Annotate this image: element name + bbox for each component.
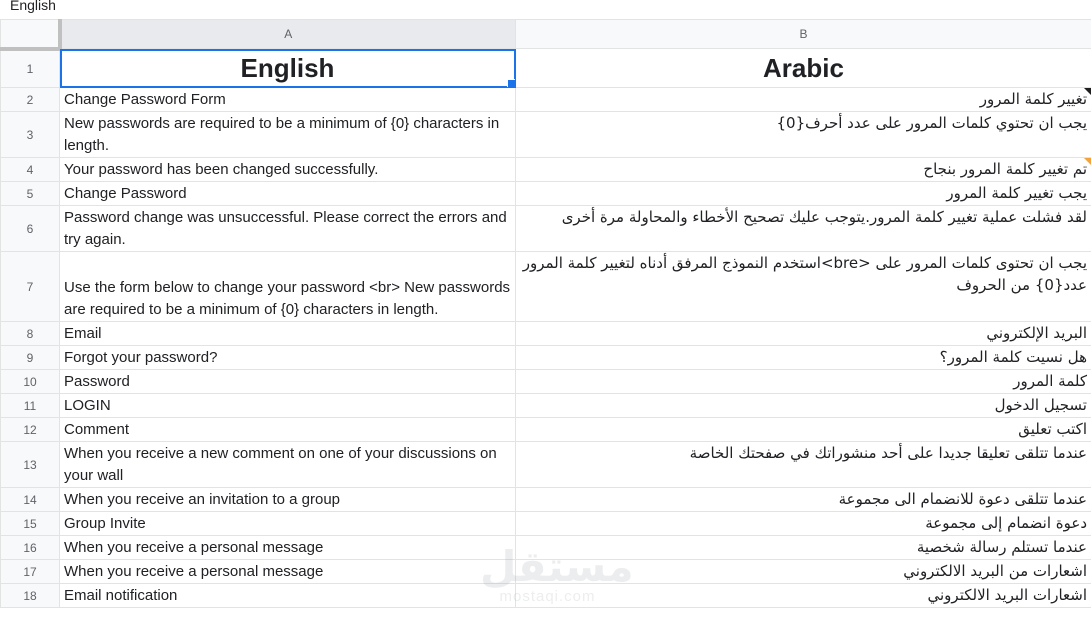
watermark-site: mostaqi.com	[499, 588, 596, 605]
table-row	[1, 394, 1091, 418]
table-row	[1, 182, 1091, 206]
cell-arabic[interactable]: عندما تتلقى دعوة للانضمام الى مجموعة	[516, 488, 1091, 512]
cell-text: English	[240, 53, 335, 83]
select-all-corner[interactable]	[1, 20, 60, 49]
cell-english[interactable]: Group Invite	[60, 512, 516, 536]
cell-english[interactable]: Password	[60, 370, 516, 394]
table-row	[1, 322, 1091, 346]
cell-english[interactable]: Your password has been changed successfully.	[60, 158, 516, 182]
cell-arabic[interactable]: دعوة انضمام إلى مجموعة	[516, 512, 1091, 536]
row-header[interactable]: 10	[1, 370, 60, 394]
row-header[interactable]: 9	[1, 346, 60, 370]
row-header[interactable]: 15	[1, 512, 60, 536]
table-row	[1, 206, 1091, 252]
table-row	[1, 442, 1091, 488]
table-row	[1, 512, 1091, 536]
row-header[interactable]: 7	[1, 252, 60, 322]
cell-english[interactable]: Change Password	[60, 182, 516, 206]
cell-english[interactable]: Email	[60, 322, 516, 346]
table-row	[1, 536, 1091, 560]
cell-english[interactable]: Password change was unsuccessful. Please correct the errors and try again.	[60, 206, 516, 252]
row-header[interactable]: 2	[1, 88, 60, 112]
cell-english[interactable]: Comment	[60, 418, 516, 442]
formula-bar[interactable]	[0, 0, 1091, 19]
cell-arabic[interactable]: عندما تستلم رسالة شخصية	[516, 536, 1091, 560]
cell-english[interactable]: Change Password Form	[60, 88, 516, 112]
cell-english[interactable]: Email notification	[60, 584, 516, 608]
cell-arabic[interactable]: عندما تتلقى تعليقا جديدا على أحد منشوراتك في صفحتك الخاصة	[516, 442, 1091, 488]
cell-arabic[interactable]: يجب تغيير كلمة المرور	[516, 182, 1091, 206]
table-row	[1, 584, 1091, 608]
cell-a1-english-header[interactable]	[60, 49, 516, 88]
cell-arabic[interactable]: اكتب تعليق	[516, 418, 1091, 442]
cell-arabic[interactable]: كلمة المرور	[516, 370, 1091, 394]
table-row	[1, 252, 1091, 322]
row-header[interactable]: 4	[1, 158, 60, 182]
column-header-a[interactable]: A	[60, 20, 516, 49]
table-row	[1, 488, 1091, 512]
cell-arabic[interactable]: اشعارات البريد الالكتروني	[516, 584, 1091, 608]
table-row	[1, 158, 1091, 182]
column-header-b[interactable]: B	[516, 20, 1091, 49]
cell-arabic[interactable]: يجب ان تحتوي كلمات المرور على عدد أحرف{0}	[516, 112, 1091, 158]
row-header[interactable]: 14	[1, 488, 60, 512]
row-header[interactable]: 16	[1, 536, 60, 560]
table-row	[1, 88, 1091, 112]
cell-arabic[interactable]: تم تغيير كلمة المرور بنجاح	[516, 158, 1091, 182]
cell-english[interactable]: When you receive an invitation to a group	[60, 488, 516, 512]
row-header[interactable]: 17	[1, 560, 60, 584]
row-header[interactable]: 12	[1, 418, 60, 442]
formula-bar-value: English	[10, 0, 56, 13]
cell-arabic[interactable]: يجب ان تحتوى كلمات المرور على <bre>استخدم النموذج المرفق أدناه لتغيير كلمة المرور عدد{0} من الحروف	[516, 252, 1091, 322]
row-header[interactable]: 3	[1, 112, 60, 158]
table-row	[1, 370, 1091, 394]
cell-arabic[interactable]: البريد الإلكتروني	[516, 322, 1091, 346]
cell-arabic[interactable]: تسجيل الدخول	[516, 394, 1091, 418]
row-header[interactable]: 13	[1, 442, 60, 488]
cell-english[interactable]: When you receive a personal message	[60, 560, 516, 584]
cell-arabic[interactable]: لقد فشلت عملية تغيير كلمة المرور.يتوجب عليك تصحيح الأخطاء والمحاولة مرة أخرى	[516, 206, 1091, 252]
row-header[interactable]: 8	[1, 322, 60, 346]
cell-english[interactable]: When you receive a new comment on one of your discussions on your wall	[60, 442, 516, 488]
watermark-logo: مستقل	[480, 542, 634, 591]
row-header[interactable]: 5	[1, 182, 60, 206]
table-row	[1, 346, 1091, 370]
cell-b1-arabic-header[interactable]: Arabic	[516, 49, 1091, 88]
fill-handle[interactable]	[507, 79, 516, 88]
cell-arabic[interactable]: تغيير كلمة المرور	[516, 88, 1091, 112]
table-row	[1, 560, 1091, 584]
cell-english[interactable]: When you receive a personal message	[60, 536, 516, 560]
cell-arabic[interactable]: اشعارات من البريد الالكتروني	[516, 560, 1091, 584]
table-row	[1, 112, 1091, 158]
cell-english[interactable]: New passwords are required to be a minimum of {0} characters in length.	[60, 112, 516, 158]
table-row	[1, 418, 1091, 442]
cell-english[interactable]: LOGIN	[60, 394, 516, 418]
cell-arabic[interactable]: هل نسيت كلمة المرور؟	[516, 346, 1091, 370]
cell-english[interactable]: Use the form below to change your password <br> New passwords are required to be a minimum of {0} characters in length.	[60, 252, 516, 322]
spreadsheet-grid	[0, 19, 1091, 608]
row-header[interactable]: 6	[1, 206, 60, 252]
row-header[interactable]: 18	[1, 584, 60, 608]
cell-english[interactable]: Forgot your password?	[60, 346, 516, 370]
row-header[interactable]: 11	[1, 394, 60, 418]
row-header[interactable]: 1	[1, 49, 60, 88]
